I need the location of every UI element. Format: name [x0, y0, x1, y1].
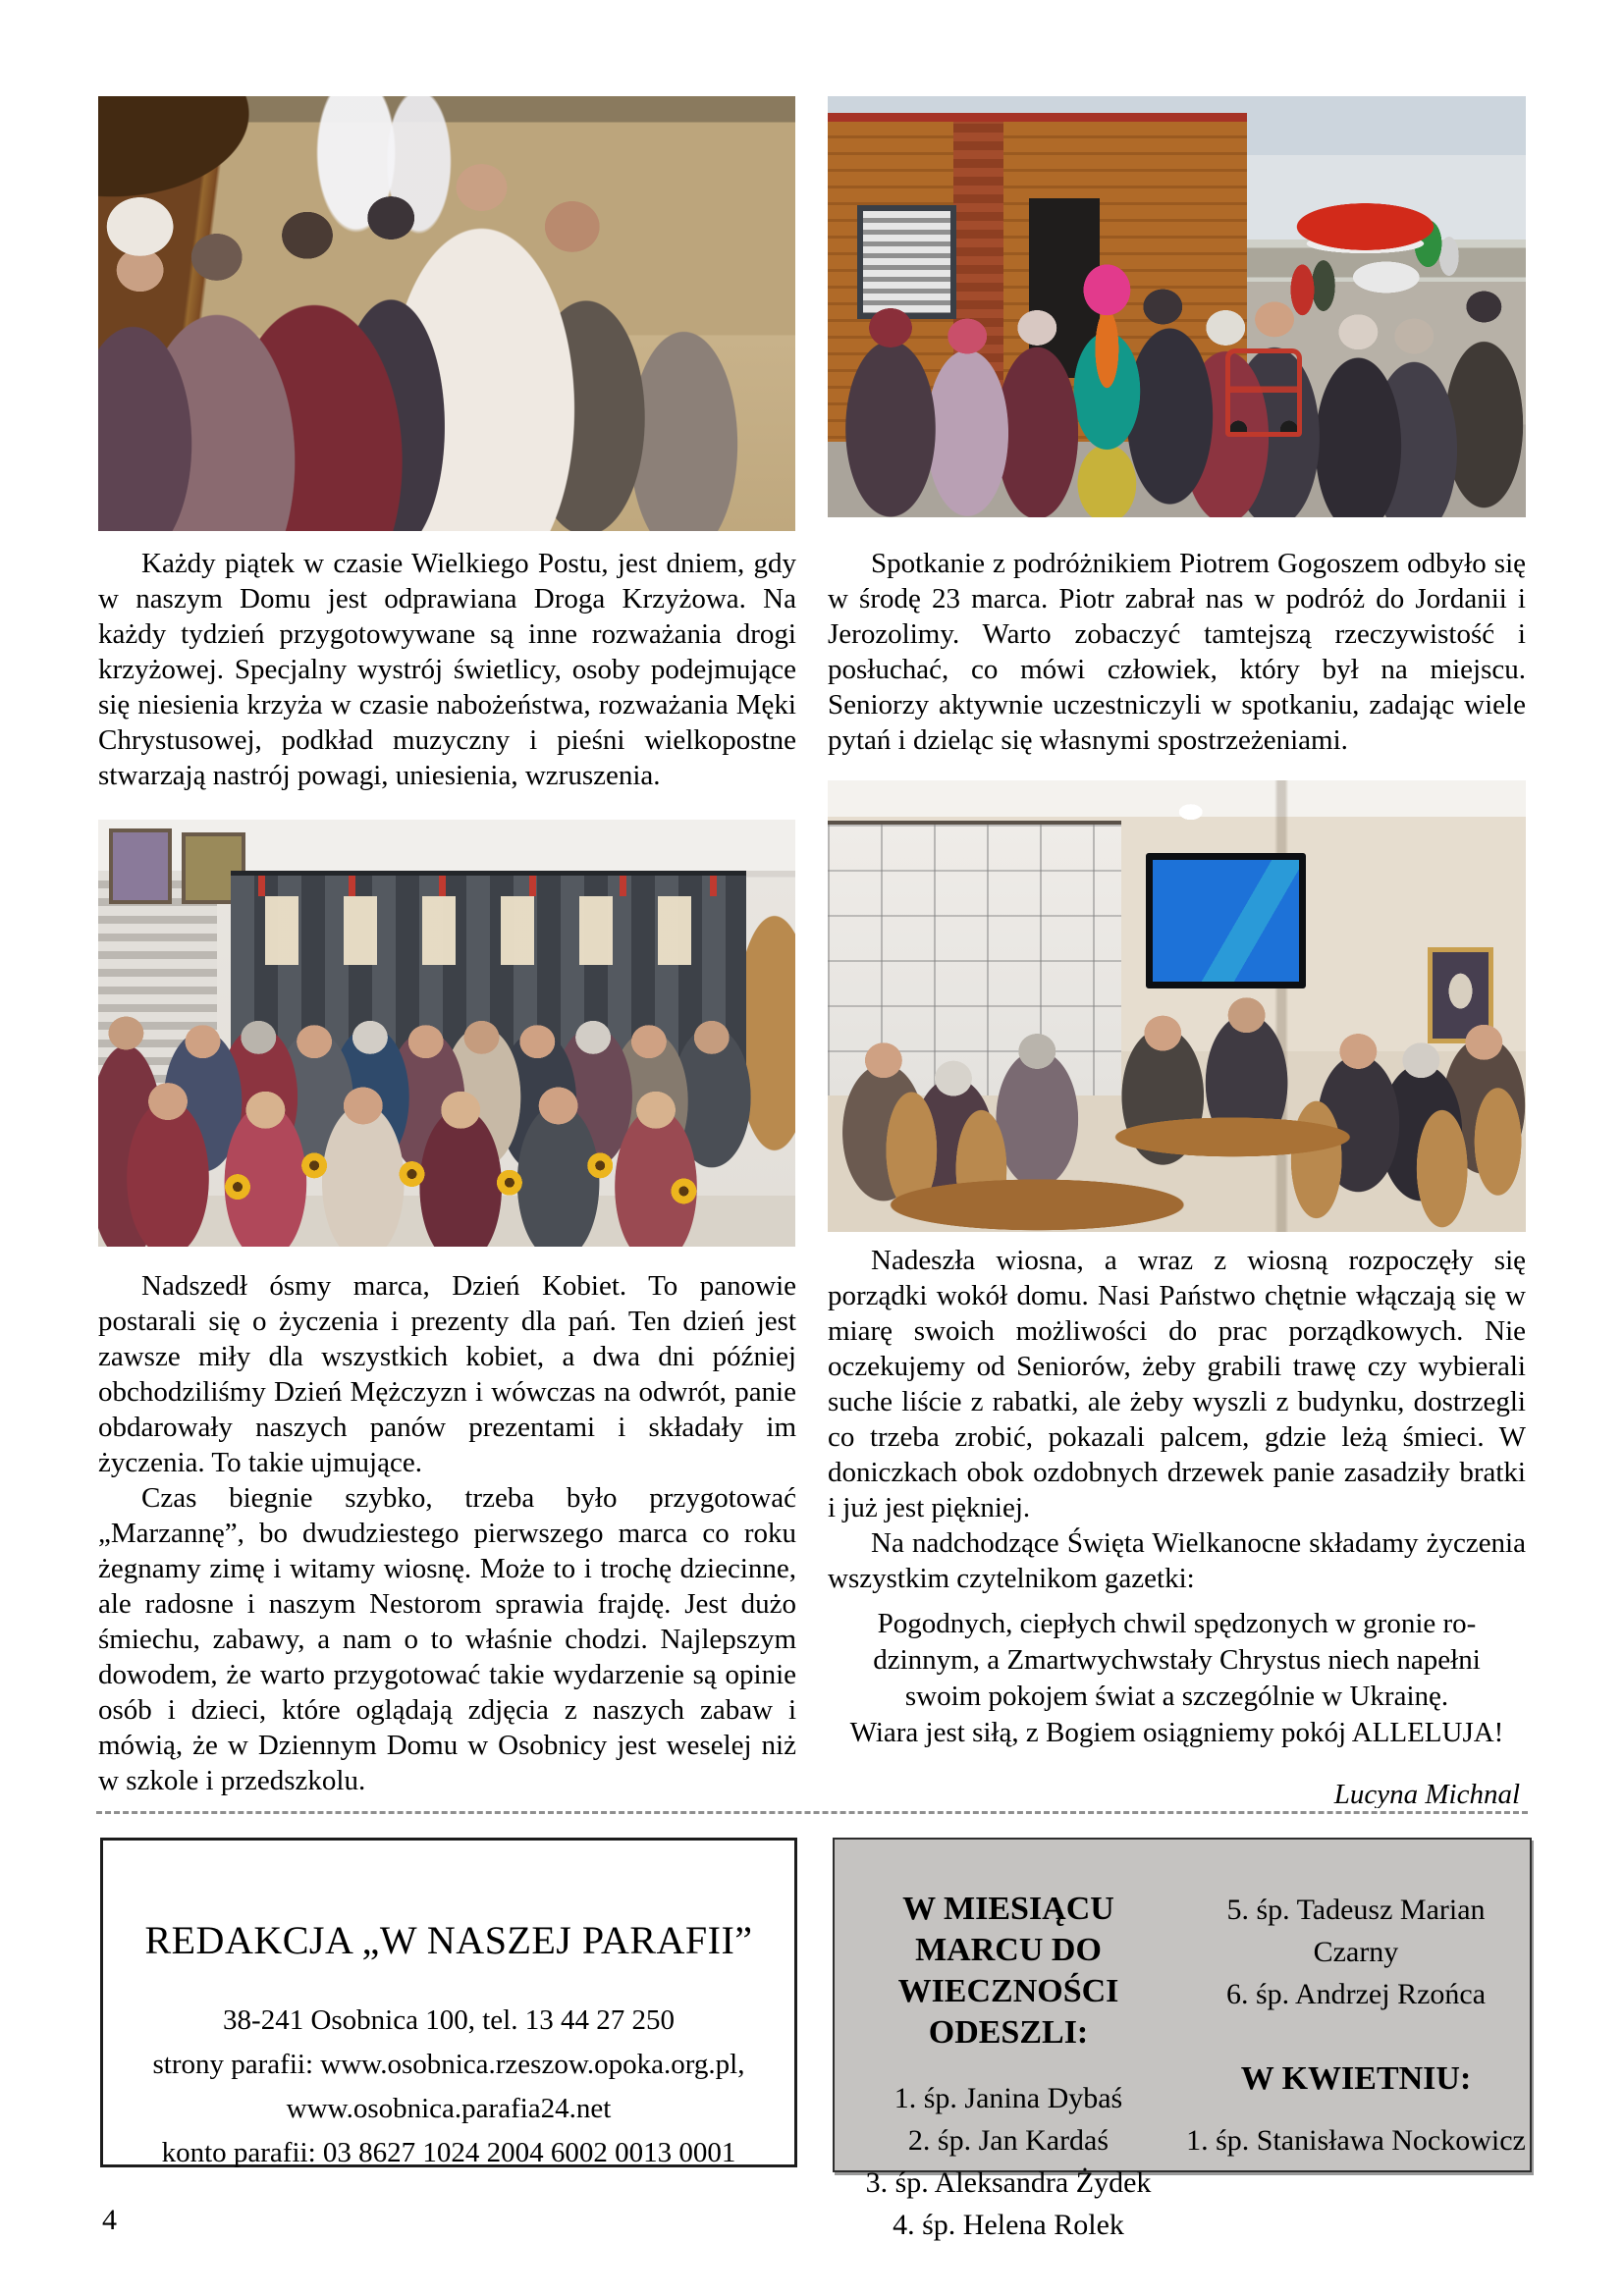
wish-line: swoim pokojem świat a szczególnie w Ukrainę. [904, 1681, 1449, 1712]
paragraph: Nadszedł ósmy marca, Dzień Kobiet. To panowie postarali się o życzenia i prezenty dla pań. Ten dzień jest zawsze miły dla wszystkich kobiet, a dwa dni później obchodziliśmy Dzień Mężczyzn i wówczas na odwrót, panie obdarowały naszych panów prezentami i składały im życzenia. To takie ujmujące. [98, 1270, 796, 1478]
paragraph: Nadeszła wiosna, a wraz z wiosną rozpoczęły się porządki wokół domu. Nasi Państwo chętnie włączają się w miarę swoich możliwości do prac porządkowych. Nie oczekujemy od Seniorów, żeby grabili trawę czy wybierali suche liście z rabatki, ale żeby wyszli z budynku, dostrzegli co trzeba zrobić, pokazali palcem, gdzie leżą śmieci. W doniczkach obok ozdobnych drzewek panie zasadziły bratki i już jest piękniej. [828, 1245, 1526, 1523]
wish-line: Wiara jest siłą, z Bogiem osiągniemy pokój ALLELUJA! [849, 1717, 1504, 1748]
audience-at-tables [828, 780, 1526, 1232]
obituary-item: 1. śp. Stanisława Nockowicz [1186, 2124, 1526, 2157]
obituary-item: 5. śp. Tadeusz Marian Czarny [1226, 1894, 1486, 1968]
editorial-account: konto parafii: 03 8627 1024 2004 6002 0013 0001 [161, 2137, 736, 2168]
wish-line: dzinnym, a Zmartwychwstały Chrystus niech napełni [873, 1644, 1481, 1676]
church-scene [98, 96, 795, 531]
article-way-of-the-cross [98, 546, 796, 803]
obituary-march-title: W MIESIĄCU MARCU DO WIECZNOŚCI ODESZLI: [897, 1891, 1119, 2051]
article-spring-and-wishes [828, 1243, 1526, 1808]
photo-seniors-walk [828, 96, 1526, 517]
obituary-item: 4. śp. Helena Rolek [893, 2209, 1124, 2241]
obituary-box [833, 1838, 1532, 2241]
obituary-column-left [835, 1889, 1182, 2241]
obituary-item: 1. śp. Janina Dybaś [893, 2082, 1123, 2114]
article-traveler-meeting [828, 546, 1526, 768]
author-signature: Lucyna Michnal [1333, 1779, 1520, 1808]
obituary-item: 2. śp. Jan Kardaś [907, 2124, 1110, 2157]
walking-group [828, 96, 1526, 517]
wish-line: Pogodnych, ciepłych chwil spędzonych w gronie ro- [877, 1608, 1477, 1639]
photo-travel-meeting [828, 780, 1526, 1232]
obituary-item: 3. śp. Aleksandra Żydek [865, 2166, 1152, 2199]
editorial-website: www.osobnica.parafia24.net [286, 2093, 612, 2124]
photo-way-of-the-cross [98, 96, 795, 531]
obituary-item: 6. śp. Andrzej Rzońca [1225, 1978, 1487, 2010]
paragraph: Czas biegnie szybko, trzeba było przygotować „Marzannę”, bo dwudziestego pierwszego marca co roku żegnamy zimę i witamy wiosnę. Może to i trochę dziecinne, ale radosne i naszym Nestorom sprawia frajdę. Jest dużo śmiechu, zabawy, a nam o to właśnie chodzi. Najlepszym dowodem, że warto przygotować takie wydarzenie są opinie osób i dzieci, które oglądają zdjęcia z naszych zabaw i mówią, że w Dziennym Domu w Osobnicy jest weselej niż w szkole i przedszkolu. [98, 1482, 796, 1796]
editorial-contact [103, 1999, 794, 2175]
page-number: 4 [102, 2204, 117, 2236]
article-womens-day [98, 1268, 796, 1808]
editorial-title: REDAKCJA „W NASZEJ PARAFII” [144, 1918, 753, 1962]
paragraph: Każdy piątek w czasie Wielkiego Postu, jest dniem, gdy w naszym Domu jest odprawiana Droga Krzyżowa. Na każdy tydzień przygotowywane są inne rozważania drogi krzyżowej. Specjalny wystrój świetlicy, osoby podejmujące się niesienia krzyża w czasie nabożeństwa, rozważania Męki Chrystusowej, podkład muzyczny i pieśni wielkopostne stwarzają nastrój powagi, uniesienia, wzruszenia. [98, 548, 796, 791]
editorial-address: 38-241 Osobnica 100, tel. 13 44 27 250 [223, 2004, 675, 2036]
dashed-separator [96, 1811, 1528, 1814]
paragraph: Na nadchodzące Święta Wielkanocne składamy życzenia wszystkim czytelnikom gazetki: [828, 1527, 1526, 1594]
editorial-website: strony parafii: www.osobnica.rzeszow.opoka.org.pl, [152, 2049, 745, 2080]
paragraph: Spotkanie z podróżnikiem Piotrem Gogoszem odbyło się w środę 23 marca. Piotr zabrał nas w podróż do Jordanii i Jerozolimy. Warto zobaczyć tamtejszą rzeczywistość i posłuchać, co mówi człowiek, który był na miejscu. Seniorzy aktywnie uczestniczyli w spotkaniu, zadając wiele pytań i dzieląc się własnymi spostrzeżeniami. [828, 548, 1526, 756]
photo-womens-day-group [98, 820, 795, 1247]
obituary-column-right [1182, 1889, 1530, 2170]
obituary-march-list [835, 2077, 1182, 2246]
group-with-sunflowers [98, 820, 795, 1247]
obituary-april-title: W KWIETNIU: [1240, 2060, 1472, 2097]
red-rollator [1225, 348, 1302, 437]
easter-wishes [828, 1606, 1526, 1751]
editorial-box [100, 1838, 797, 2167]
